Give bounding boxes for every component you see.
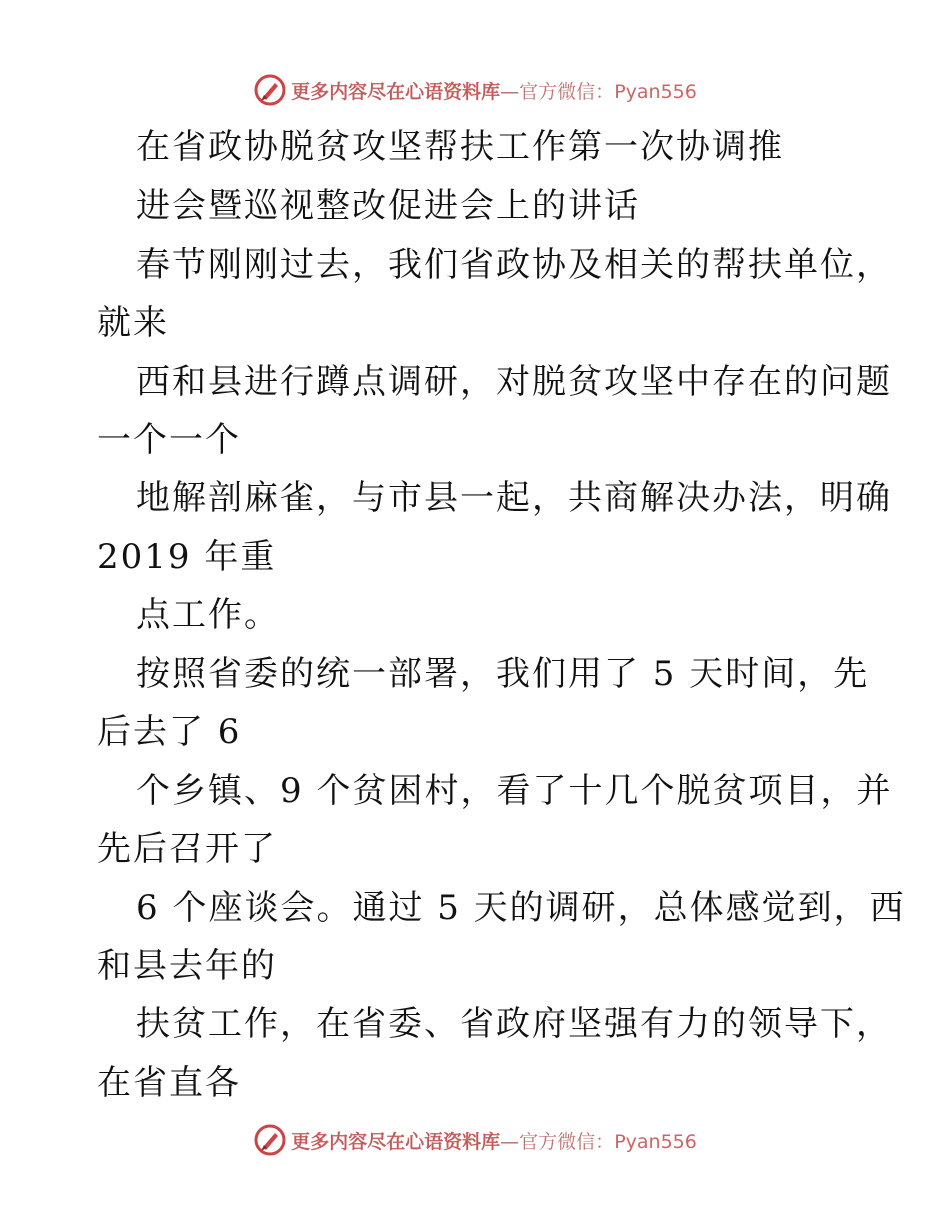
- paragraph-line: 6 个座谈会。通过 5 天的调研，总体感觉到，西: [136, 888, 906, 928]
- watermark-main-text: 更多内容尽在心语资料库: [291, 1130, 501, 1153]
- title-line: 在省政协脱贫攻坚帮扶工作第一次协调推: [136, 127, 784, 167]
- paragraph-line: 个乡镇、9 个贫困村，看了十几个脱贫项目，并: [136, 771, 893, 811]
- watermark-sub-text: 官方微信：: [519, 1130, 615, 1153]
- paragraph-line: 后去了 6: [97, 712, 242, 752]
- watermark-wechat-id: Pyan556: [614, 1130, 697, 1153]
- header-watermark: [0, 70, 950, 110]
- watermark-separator: —: [500, 80, 520, 103]
- paragraph-line: 就来: [97, 303, 169, 343]
- watermark-wechat-id: Pyan556: [614, 80, 697, 103]
- paragraph-line: 春节刚刚过去，我们省政协及相关的帮扶单位，: [136, 245, 892, 285]
- paragraph-line: 扶贫工作，在省委、省政府坚强有力的领导下，: [136, 1004, 892, 1044]
- paragraph-line: 和县去年的: [97, 946, 277, 986]
- paragraph-line: 地解剖麻雀，与市县一起，共商解决办法，明确: [136, 478, 892, 518]
- watermark-separator: —: [500, 1130, 520, 1153]
- paragraph-line: 点工作。: [136, 595, 280, 635]
- title-line: 进会暨巡视整改促进会上的讲话: [136, 186, 640, 226]
- watermark-main-text: 更多内容尽在心语资料库: [291, 80, 501, 103]
- paragraph-line: 按照省委的统一部署，我们用了 5 天时间，先: [136, 654, 870, 694]
- paragraph-line: 一个一个: [97, 420, 241, 460]
- pen-logo-icon: [253, 1123, 287, 1157]
- watermark-sub-text: 官方微信：: [519, 80, 615, 103]
- paragraph-line: 先后召开了: [97, 829, 277, 869]
- paragraph-line: 西和县进行蹲点调研，对脱贫攻坚中存在的问题: [136, 362, 892, 402]
- pen-logo-icon: [253, 73, 287, 107]
- paragraph-line: 在省直各: [97, 1063, 241, 1103]
- paragraph-line: 2019 年重: [97, 537, 277, 577]
- footer-watermark: [0, 1120, 950, 1160]
